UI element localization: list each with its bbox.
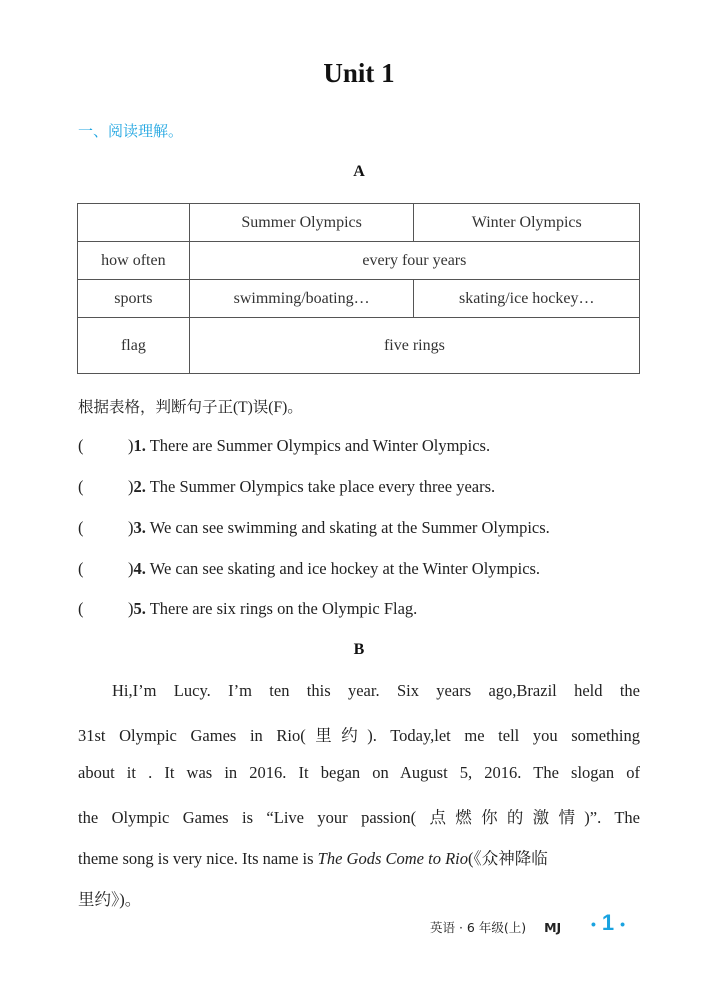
olympics-table xyxy=(77,203,640,374)
table-row xyxy=(78,280,640,318)
table-row xyxy=(78,242,640,280)
question-number: 2. xyxy=(133,477,146,496)
footer-code: MJ xyxy=(544,920,562,935)
question-number: 5. xyxy=(133,599,146,618)
question-number: 3. xyxy=(133,518,146,537)
song-title: The Gods Come to Rio xyxy=(317,849,468,868)
answer-blank-open[interactable]: ( xyxy=(78,436,84,455)
question-number: 4. xyxy=(133,559,146,578)
passage-line xyxy=(78,845,640,869)
question-number: 1. xyxy=(133,436,146,455)
answer-blank-close: ) xyxy=(128,518,134,537)
passage-line: 里约》)。 xyxy=(78,890,142,909)
passage-text: (《众神降临 xyxy=(468,849,548,868)
passage-line: 31st Olympic Games in Rio(里约). Today,let me tell you something xyxy=(78,726,640,745)
answer-blank-close: ) xyxy=(128,599,134,618)
table-header-cell xyxy=(78,204,190,242)
question-item xyxy=(78,599,417,619)
question-text: The Summer Olympics take place every three years. xyxy=(145,477,496,496)
question-item xyxy=(78,559,540,579)
part-b-label: B xyxy=(353,641,365,658)
page-dot-right: • xyxy=(620,916,626,933)
question-item xyxy=(78,477,495,497)
table-cell: swimming/boating… xyxy=(189,280,414,318)
answer-blank-open[interactable]: ( xyxy=(78,477,84,496)
answer-blank-open[interactable]: ( xyxy=(78,599,84,618)
table-cell: every four years xyxy=(189,242,639,280)
passage-line: about it . It was in 2016. It began on August 5, 2016. The slogan of xyxy=(78,763,640,782)
question-text: There are six rings on the Olympic Flag. xyxy=(145,599,418,618)
answer-blank-open[interactable]: ( xyxy=(78,518,84,537)
table-cell: five rings xyxy=(189,318,639,374)
section-heading: 一、阅读理解。 xyxy=(78,122,184,140)
instruction: 根据表格，判断句子正(T)误(F)。 xyxy=(78,399,303,416)
page-dot-left: • xyxy=(591,916,596,933)
answer-blank-close: ) xyxy=(128,477,134,496)
table-row xyxy=(78,318,640,374)
footer-book-info xyxy=(430,918,561,936)
answer-blank-open[interactable]: ( xyxy=(78,559,84,578)
page-number-value: 1 xyxy=(601,910,615,935)
table-header-row xyxy=(78,204,640,242)
question-text: We can see swimming and skating at the Summer Olympics. xyxy=(145,518,550,537)
part-a-label: A xyxy=(353,163,365,180)
passage-text: theme song is very nice. Its name is xyxy=(78,849,318,868)
question-text: We can see skating and ice hockey at the Winter Olympics. xyxy=(145,559,541,578)
answer-blank-close: ) xyxy=(128,559,134,578)
answer-blank-close: ) xyxy=(128,436,134,455)
question-item xyxy=(78,436,490,456)
question-item xyxy=(78,518,550,538)
page-number xyxy=(585,910,631,936)
passage-line: the Olympic Games is “Live your passion( 点燃你的激情)”. The xyxy=(78,808,640,827)
table-header-cell: Summer Olympics xyxy=(189,204,414,242)
page-title: Unit 1 xyxy=(323,58,395,88)
table-header-cell: Winter Olympics xyxy=(414,204,640,242)
table-cell: skating/ice hockey… xyxy=(414,280,640,318)
table-row-label: flag xyxy=(78,318,190,374)
table-row-label: sports xyxy=(78,280,190,318)
question-text: There are Summer Olympics and Winter Olympics. xyxy=(145,436,491,455)
footer-subject: 英语 · 6 年级(上) xyxy=(430,920,527,935)
passage-line: Hi,I’m Lucy. I’m ten this year. Six years ago,Brazil held the xyxy=(112,681,640,700)
table-row-label: how often xyxy=(78,242,190,280)
